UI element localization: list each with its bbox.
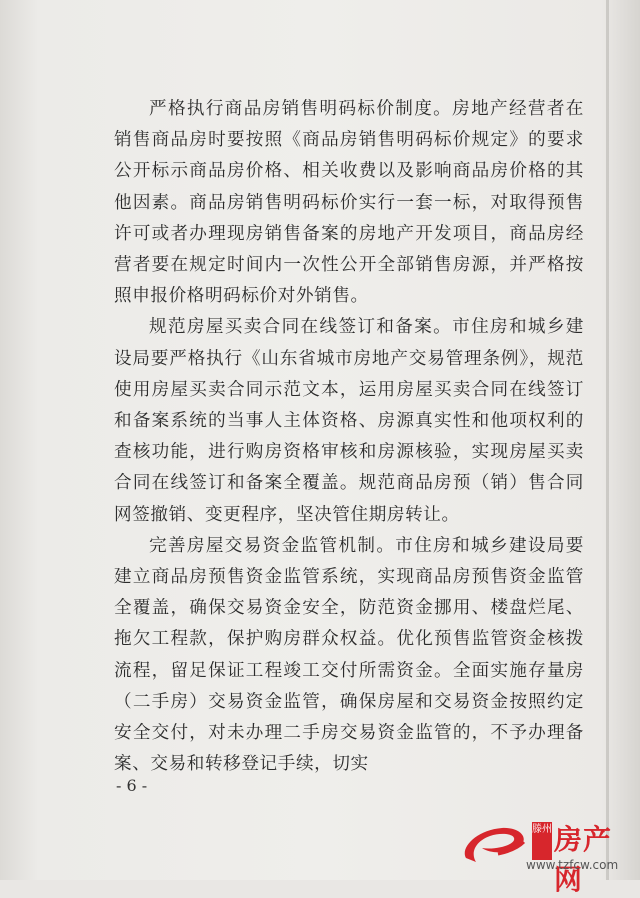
paragraph-contract-signing: 规范房屋买卖合同在线签订和备案。市住房和城乡建设局要严格执行《山东省城市房地产交易管理条例》，规范使用房屋买卖合同示范文本，运用房屋买卖合同在线签订和备案系统的当事人主体资格、房源真实性和他项权利的查核功能，进行购房资格审核和房源核验，实现房屋买卖合同在线签订和备案全覆盖。规范商品房预（销）售合同网签撤销、变更程序，坚决管住期房转让。 xyxy=(114,317,584,525)
page-fold-shadow xyxy=(606,0,609,880)
swirl-logo-icon xyxy=(458,818,532,868)
site-watermark xyxy=(458,818,634,896)
page-number: - 6 - xyxy=(116,776,148,795)
watermark-badge: 滕州 xyxy=(532,822,552,860)
watermark-name: 房产网 xyxy=(554,823,613,896)
watermark-url: www.tzfcw.com xyxy=(526,858,619,872)
document-body xyxy=(114,94,584,780)
paragraph-price-marking: 严格执行商品房销售明码标价制度。房地产经营者在销售商品房时要按照《商品房销售明码标价规定》的要求公开标示商品房价格、相关收费以及影响商品房价格的其他因素。商品房销售明码标价实行一套一标，对取得预售许可或者办理现房销售备案的房地产开发项目，商品房经营者要在规定时间内一次性公开全部销售房源，并严格按照申报价格明码标价对外销售。 xyxy=(114,99,584,307)
paragraph-fund-supervision: 完善房屋交易资金监管机制。市住房和城乡建设局要建立商品房预售资金监管系统，实现商品房预售资金监管全覆盖，确保交易资金安全，防范资金挪用、楼盘烂尾、拖欠工程款，保护购房群众权益。优化预售监管资金核拨流程，留足保证工程竣工交付所需资金。全面实施存量房（二手房）交易资金监管，确保房屋和交易资金按照约定安全交付，对未办理二手房交易资金监管的，不予办理备案、交易和转移登记手续，切实 xyxy=(114,535,584,775)
